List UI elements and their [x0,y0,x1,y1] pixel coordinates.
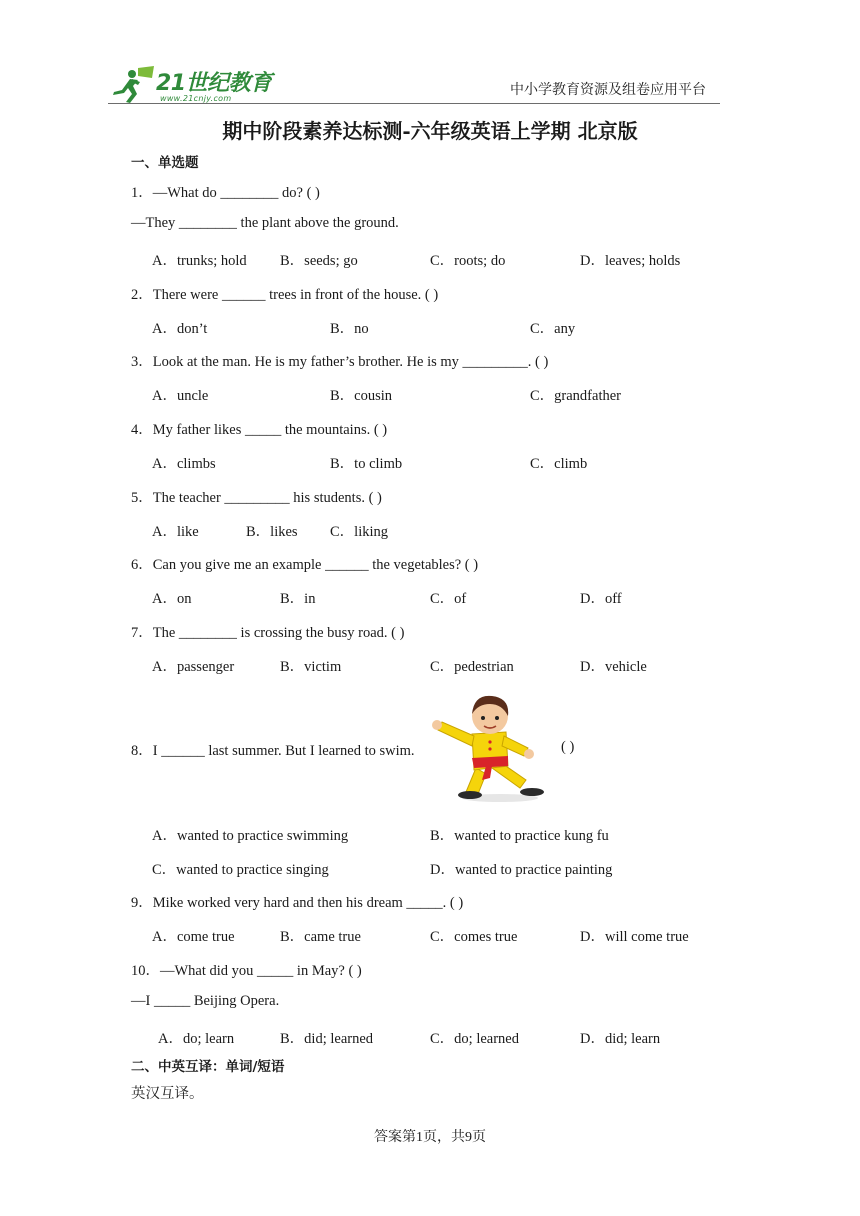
q8-option-a: A．wanted to practice swimming [152,828,349,844]
header-divider [108,103,720,104]
q2-option-a: A．don’t [152,321,208,337]
question-10: 10．—What did you _____ in May? ( ) [131,963,362,979]
section-2-instruction: 英汉互译。 [131,1086,204,1102]
q3-option-c: C．grandfather [530,388,621,404]
question-10-line-2: —I _____ Beijing Opera. [131,993,280,1009]
q4-option-c: C．climb [530,456,588,472]
q8-option-b: B．wanted to practice kung fu [430,828,609,844]
question-5: 5．The teacher _________ his students. ( ) [131,490,382,506]
page-title: 期中阶段素养达标测-六年级英语上学期 北京版 [222,119,638,143]
q5-option-b: B．likes [246,524,298,540]
question-1: 1．—What do ________ do? ( ) [131,185,320,201]
question-3: 3．Look at the man. He is my father’s brother. He is my _________. ( ) [131,354,549,370]
q7-option-d: D．vehicle [580,659,647,675]
q7-option-b: B．victim [280,659,342,675]
q5-option-a: A．like [152,524,199,540]
question-8: 8．I ______ last summer. But I learned to swim. [131,743,415,759]
question-4: 4．My father likes _____ the mountains. ( ) [131,422,388,438]
q4-option-b: B．to climb [330,456,403,472]
q1-option-c: C．roots; do [430,253,506,269]
question-2: 2．There were ______ trees in front of the house. ( ) [131,287,439,303]
q1-option-b: B．seeds; go [280,253,358,269]
q9-option-a: A．come true [152,929,235,945]
q1-option-a: A．trunks; hold [152,253,247,269]
kung-fu-boy-icon [428,688,548,804]
q5-option-c: C．liking [330,524,389,540]
logo-url: www.21cnjy.com [160,94,232,103]
q8-option-c: C．wanted to practice singing [152,862,329,878]
question-1-line-2: —They ________ the plant above the ground. [131,215,399,231]
question-8-answer-paren: ( ) [561,739,575,755]
logo-text: 21世纪教育 [156,71,272,96]
q10-option-a: A．do; learn [158,1031,235,1047]
q6-option-a: A．on [152,591,192,607]
q7-option-c: C．pedestrian [430,659,514,675]
logo [108,64,283,106]
section-heading-single-choice: 一、单选题 [131,155,199,171]
q8-option-d: D．wanted to practice painting [430,862,613,878]
q9-option-b: B．came true [280,929,361,945]
q2-option-c: C．any [530,321,576,337]
q9-option-d: D．will come true [580,929,689,945]
q10-option-b: B．did; learned [280,1031,374,1047]
section-heading-translation: 二、中英互译：单词/短语 [131,1059,285,1075]
kung-fu-boy-illustration [428,688,548,804]
q3-option-a: A．uncle [152,388,209,404]
q6-option-b: B．in [280,591,316,607]
q9-option-c: C．comes true [430,929,518,945]
question-7: 7．The ________ is crossing the busy road. ( ) [131,625,405,641]
question-9: 9．Mike worked very hard and then his dream _____. ( ) [131,895,464,911]
q4-option-a: A．climbs [152,456,216,472]
platform-name: 中小学教育资源及组卷应用平台 [510,83,706,98]
runner-logo-icon [108,64,158,106]
q1-option-d: D．leaves; holds [580,253,681,269]
page-footer: 答案第1页，共9页 [374,1130,486,1145]
q2-option-b: B．no [330,321,369,337]
q10-option-d: D．did; learn [580,1031,661,1047]
q3-option-b: B．cousin [330,388,393,404]
q6-option-c: C．of [430,591,467,607]
question-6: 6．Can you give me an example ______ the vegetables? ( ) [131,557,479,573]
q10-option-c: C．do; learned [430,1031,519,1047]
q6-option-d: D．off [580,591,622,607]
q7-option-a: A．passenger [152,659,235,675]
